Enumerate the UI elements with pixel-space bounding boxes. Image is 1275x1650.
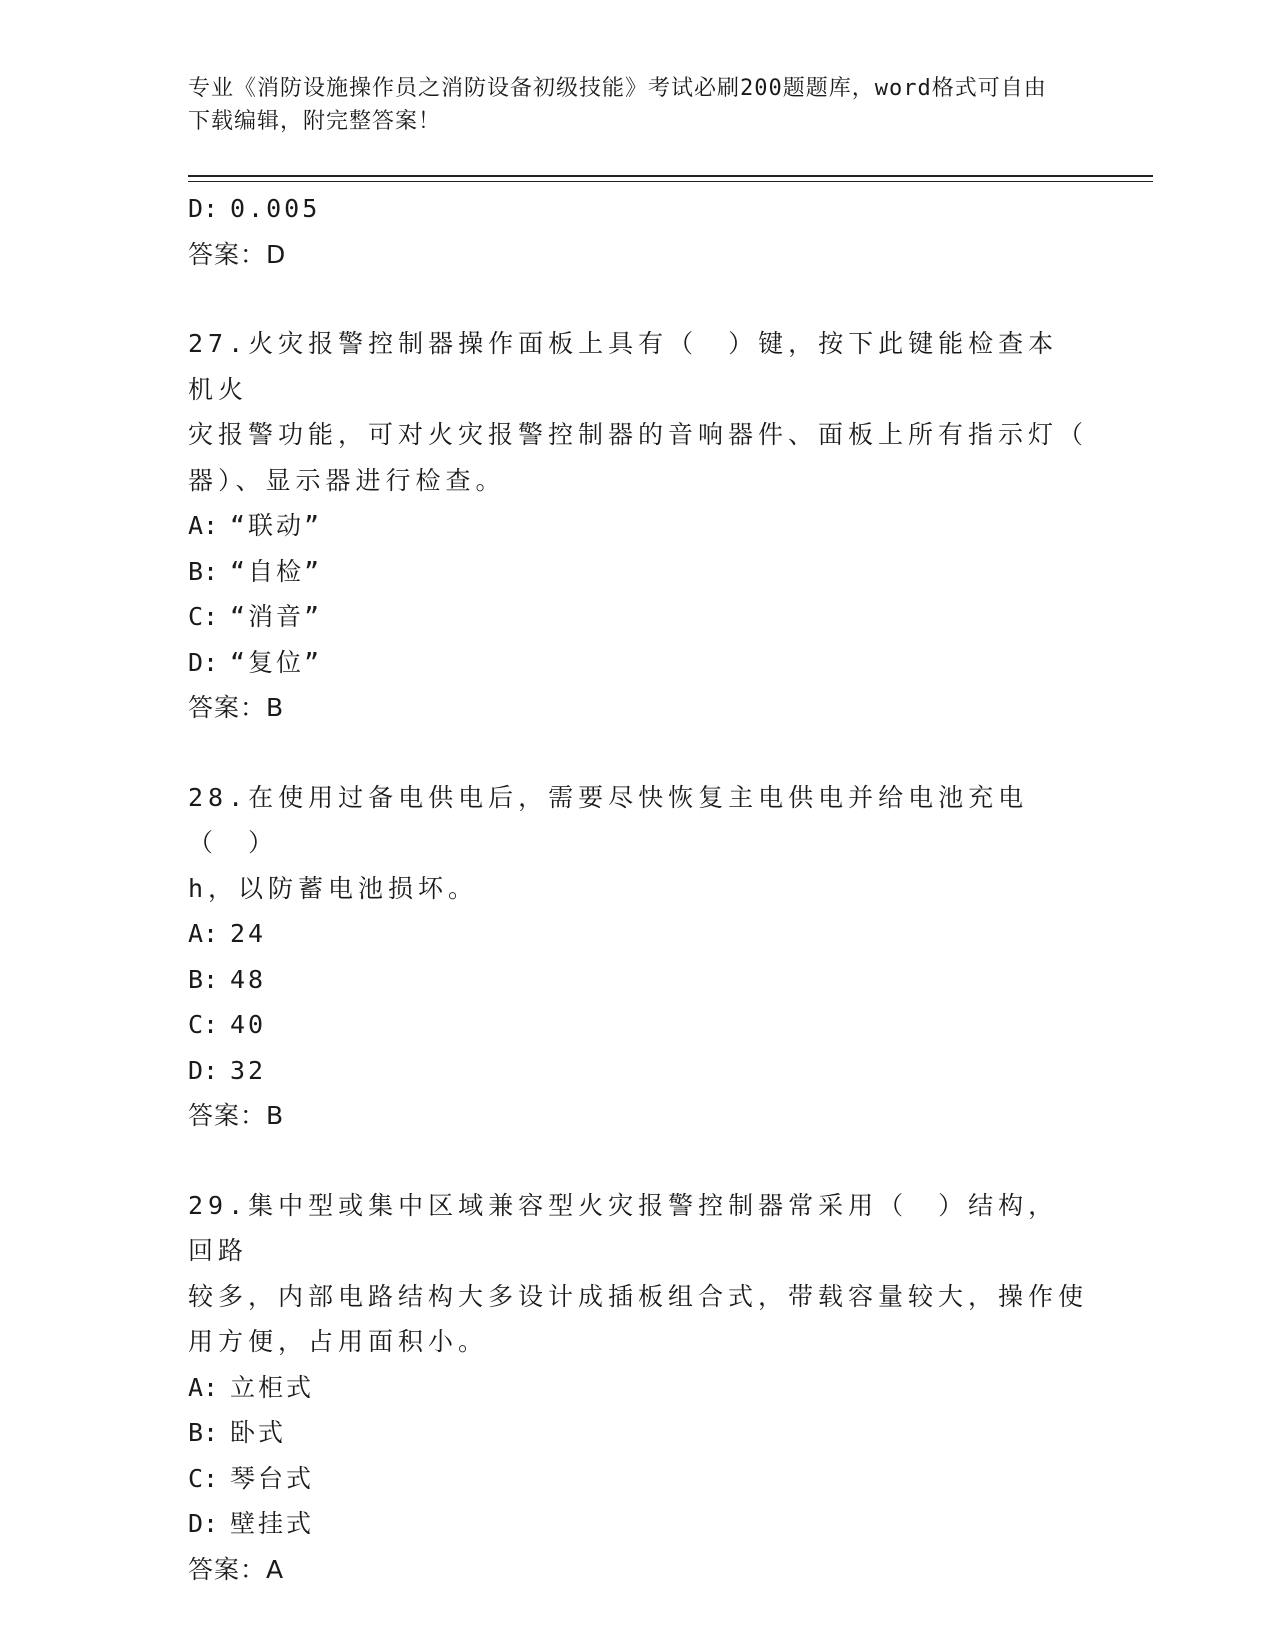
option-d [188, 1501, 1108, 1547]
question-text-line: 器）、显示器进行检查。 [188, 465, 506, 495]
option-text: 48 [230, 964, 267, 994]
option-label: C: [188, 602, 219, 631]
prev-option-d [188, 186, 1108, 232]
answer: 答案：B [188, 693, 285, 722]
prev-answer: 答案：D [188, 239, 287, 269]
question-text-line: h，以防蓄电池损坏。 [188, 873, 479, 903]
option-text: “自检” [230, 556, 323, 586]
option-label: C: [188, 1463, 219, 1493]
option-text: 0.005 [230, 194, 321, 223]
option-text: “复位” [230, 647, 323, 677]
option-text: 琴台式 [230, 1463, 315, 1493]
question-block [188, 1183, 1108, 1593]
question-content [188, 186, 1108, 1592]
option-b [188, 957, 1108, 1003]
option-a [188, 1365, 1108, 1411]
option-text: 32 [230, 1055, 267, 1085]
option-label: B: [188, 556, 219, 586]
option-a [188, 503, 1108, 549]
option-d [188, 1048, 1108, 1094]
question-text-line: 27.火灾报警控制器操作面板上具有（ ）键，按下此键能检查本机火 [188, 329, 1059, 404]
option-text: 40 [230, 1010, 267, 1039]
option-label: D: [188, 1055, 219, 1085]
option-d [188, 640, 1108, 686]
option-b [188, 1410, 1108, 1456]
option-text: 壁挂式 [230, 1509, 315, 1538]
option-text: “消音” [230, 602, 323, 631]
question-text-line: 灾报警功能，可对火灾报警控制器的音响器件、面板上所有指示灯（ [188, 420, 1089, 449]
question-text-line: 较多，内部电路结构大多设计成插板组合式，带载容量较大，操作使 [188, 1281, 1089, 1311]
header-divider-thin [188, 181, 1153, 182]
option-label: A: [188, 511, 219, 540]
header-divider-thick [188, 175, 1153, 177]
option-label: B: [188, 1418, 219, 1447]
option-text: 立柜式 [230, 1372, 315, 1402]
question-block [188, 775, 1108, 1139]
option-c [188, 594, 1108, 640]
option-label: B: [188, 964, 219, 994]
option-c [188, 1002, 1108, 1048]
answer: 答案：A [188, 1554, 285, 1584]
page-header-title: 专业《消防设施操作员之消防设备初级技能》考试必刷200题题库，word格式可自由下载编辑，附完整答案！ [188, 76, 1047, 134]
option-b [188, 549, 1108, 595]
answer: 答案：B [188, 1101, 285, 1130]
question-text-line: 28.在使用过备电供电后，需要尽快恢复主电供电并给电池充电（ ） [188, 782, 1029, 857]
option-label: A: [188, 919, 219, 948]
option-label: C: [188, 1010, 219, 1039]
question-text-line: 用方便，占用面积小。 [188, 1327, 489, 1356]
option-c [188, 1456, 1108, 1502]
question-block [188, 321, 1108, 731]
option-label: A: [188, 1372, 219, 1402]
option-text: 卧式 [230, 1418, 287, 1447]
option-label: D: [188, 1509, 219, 1538]
option-label: D: [188, 194, 219, 223]
option-text: 24 [230, 919, 267, 948]
question-text-line: 29.集中型或集中区域兼容型火灾报警控制器常采用（ ）结构，回路 [188, 1190, 1059, 1265]
option-label: D: [188, 647, 219, 677]
option-text: “联动” [230, 511, 323, 540]
option-a [188, 911, 1108, 957]
